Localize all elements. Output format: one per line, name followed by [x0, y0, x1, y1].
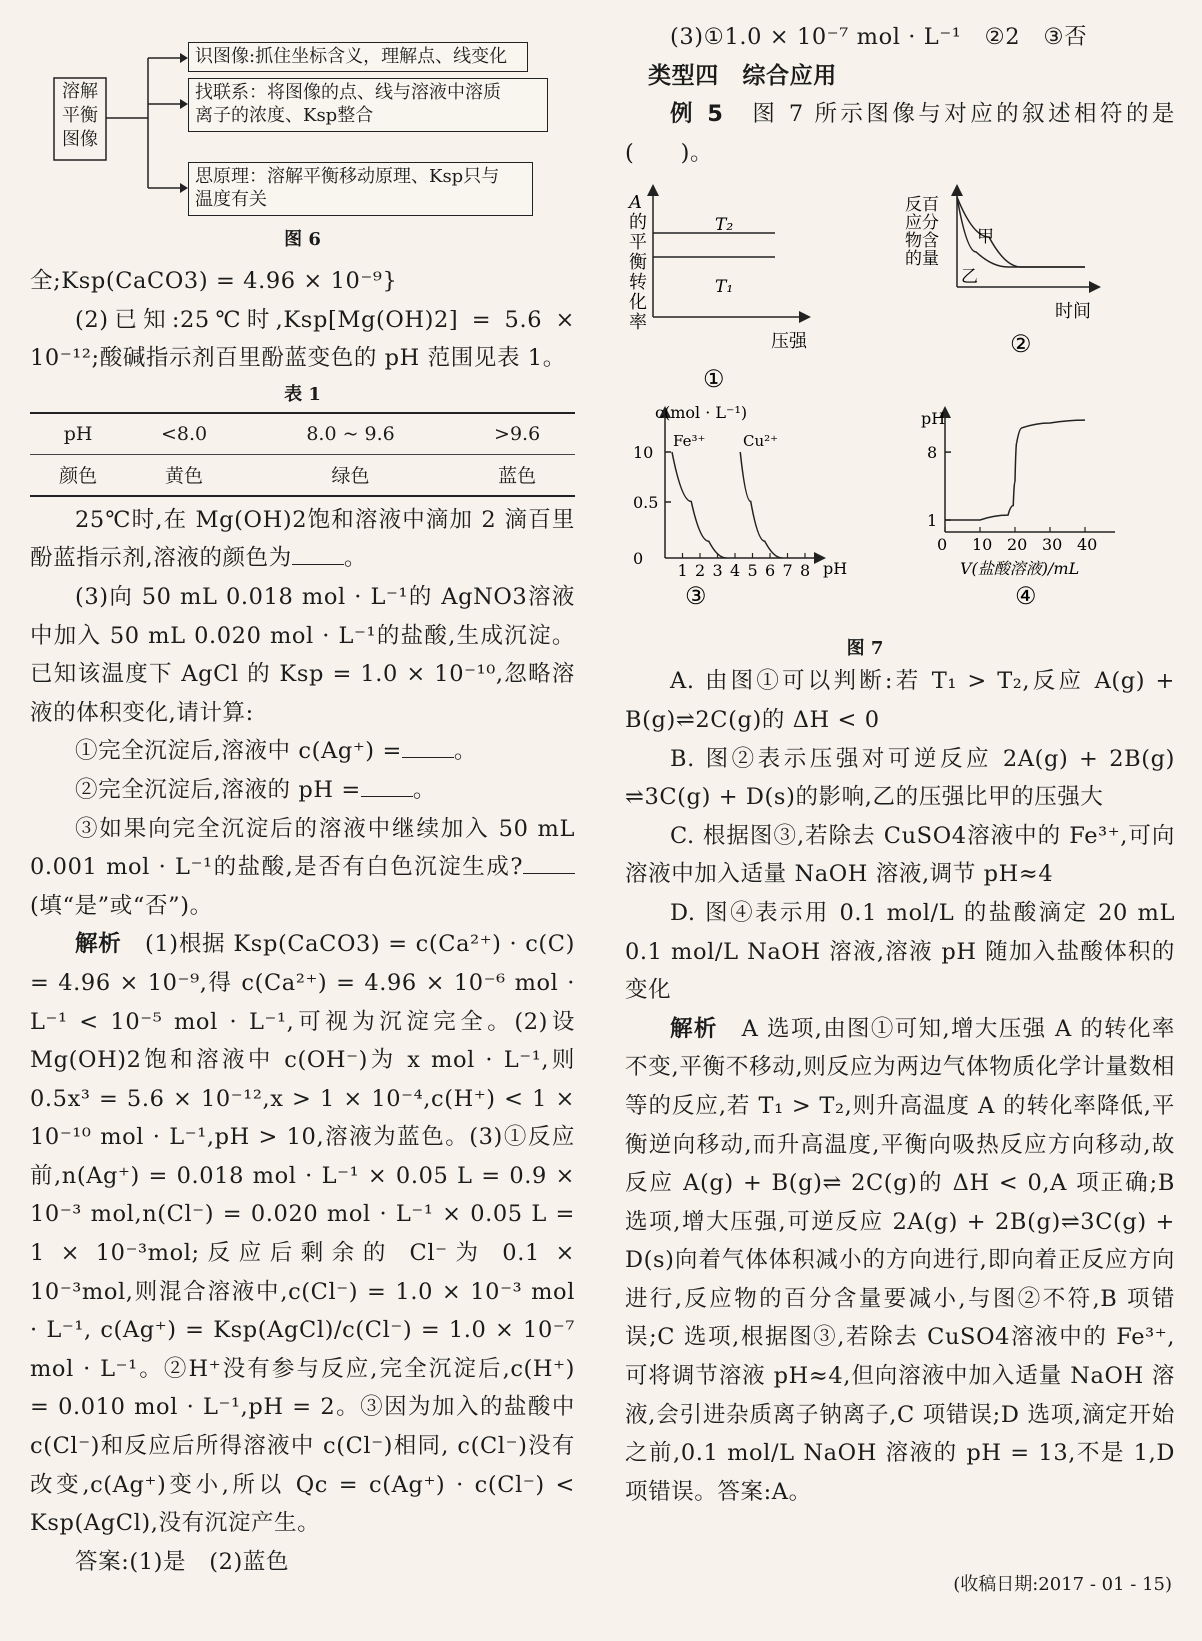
graph-3	[633, 403, 847, 610]
example-5: 例 5 图 7 所示图像与对应的叙述相符的是( )。	[625, 101, 1176, 166]
svg-text:转: 转	[629, 272, 647, 294]
table-cell: 绿色	[242, 454, 459, 496]
svg-text:平: 平	[629, 232, 647, 254]
sub-question-2: ②完全沉淀后,溶液的 pH = 。	[30, 771, 575, 810]
graph-3-ylabel: c(mol · L⁻¹)	[655, 403, 748, 423]
example-label: 例 5	[670, 101, 724, 128]
graph-4-x-ticks	[937, 527, 1097, 554]
x-tick-label: 7	[782, 561, 793, 581]
section-title: 类型四 综合应用	[648, 62, 837, 89]
concept-box-read: 识图像:抓住坐标含义，理解点、线变化	[188, 42, 528, 72]
graph-1-number: ①	[703, 365, 725, 394]
x-tick-label: 2	[695, 561, 706, 581]
series-label-yi: 乙	[961, 267, 978, 288]
svg-text:衡: 衡	[629, 252, 647, 274]
svg-text:化: 化	[629, 292, 647, 314]
x-tick-label: 3	[712, 561, 723, 581]
paragraph-question-3: (3)向 50 mL 0.018 mol · L⁻¹的 AgNO3溶液中加入 50 mL 0.020 mol · L⁻¹的盐酸,生成沉淀。已知该温度下 AgCl 的 Ksp = 1.0 × 10⁻¹⁰,忽略溶液的体积变化,请计算:	[30, 583, 575, 726]
option-d: D. 图④表示用 0.1 mol/L 的盐酸滴定 20 mL 0.1 mol/L NaOH 溶液,溶液 pH 随加入盐酸体积的变化	[625, 899, 1175, 1004]
x-tick-label: 30	[1042, 535, 1063, 555]
concept-box-principle: 思原理：溶解平衡移动原理、Ksp只与 温度有关	[188, 162, 533, 216]
x-tick-label: 8	[800, 561, 811, 581]
answer-blank	[361, 773, 413, 797]
series-curve-fe3	[672, 452, 726, 558]
svg-text:的: 的	[629, 212, 647, 234]
y-tick-label: 10	[633, 443, 654, 463]
table-cell: 颜色	[30, 454, 126, 496]
analysis-paragraph: 解析 (1)根据 Ksp(CaCO3) = c(Ca²⁺) · c(C) = 4.96 × 10⁻⁹,得 c(Ca²⁺) = 4.96 × 10⁻⁶ mol · L⁻¹ < 10⁻⁵ mol · L⁻¹,可视为沉淀完全。(2)设 Mg(OH)2饱和溶液中 c(OH⁻)为 x mol · L⁻¹,则 0.5x³ = 5.6 × 10⁻¹²,x > 1 × 10⁻⁴,c(H⁺) < 1 × 10⁻¹⁰ mol · L⁻¹,pH > 10,溶液为蓝色。(3)①反应前,n(Ag⁺) = 0.018 mol · L⁻¹ × 0.05 L = 0.9 × 10⁻³ mol,n(Cl⁻) = 0.020 mol · L⁻¹ × 0.05 L = 1 × 10⁻³mol;反应后剩余的 Cl⁻为 0.1 × 10⁻³mol,则混合溶液中,c(Cl⁻) = 1.0 × 10⁻³ mol · L⁻¹, c(Ag⁺) = Ksp(AgCl)/c(Cl⁻) = 1.0 × 10⁻⁷ mol · L⁻¹。②H⁺没有参与反应,完全沉淀后,c(H⁺) = 0.010 mol · L⁻¹,pH = 2。③因为加入的盐酸中 c(Cl⁻)和反应后所得溶液中 c(Cl⁻)相同, c(Cl⁻)没有改变,c(Ag⁺)变小,所以 Qc = c(Ag⁺) · c(Cl⁻) < Ksp(AgCl),没有沉淀产生。	[30, 931, 575, 1537]
figure-7-caption: 图 7	[846, 638, 884, 660]
table-1-caption: 表 1	[284, 383, 321, 405]
x-tick-label: 6	[765, 561, 776, 581]
answer-blank	[292, 542, 344, 566]
answer-blank	[523, 851, 575, 875]
figure-7-graphs	[625, 172, 1175, 642]
x-tick-label: 0	[937, 535, 948, 555]
y-tick-label: 0.5	[633, 493, 659, 513]
table-1-color-row	[30, 454, 575, 496]
answer-continued: (3)①1.0 × 10⁻⁷ mol · L⁻¹ ②2 ③否	[670, 24, 1088, 50]
graph-1	[627, 190, 808, 393]
right-column	[625, 0, 1175, 1511]
x-tick-label: 40	[1077, 535, 1098, 555]
figure-6-caption: 图 6	[284, 229, 321, 250]
table-cell: <8.0	[126, 413, 242, 455]
titration-curve	[945, 420, 1085, 520]
graph-4-number: ④	[1015, 582, 1037, 611]
svg-text:的量: 的量	[905, 249, 939, 270]
paragraph-ksp-caco3: 全;Ksp(CaCO3) = 4.96 × 10⁻⁹}	[30, 268, 398, 294]
answer-blank	[402, 735, 454, 759]
analysis-paragraph-2: 解析 A 选项,由图①可知,增大压强 A 的转化率不变,平衡不移动,则反应为两边气体物质化学计量数相等的反应,若 T₁ > T₂,则升高温度 A 的转化率降低,平衡逆向移动,而升高温度,平衡向吸热反应方向移动,故反应 A(g) + B(g)⇌ 2C(g)的 ΔH < 0,A 项正确;B 选项,增大压强,可逆反应 2A(g) + 2B(g)⇌3C(g) + D(s)向着气体体积减小的方向进行,即向着正反应方向进行,反应物的百分含量要减小,与图②不符,B 项错误;C 选项,根据图③,若除去 CuSO4溶液中的 Fe³⁺,可将调节溶液 pH≈4,但向溶液中加入适量 NaOH 溶液,会引进杂质离子钠离子,C 项错误;D 选项,滴定开始之前,0.1 mol/L NaOH 溶液的 pH = 13,不是 1,D 项错误。答案:A。	[625, 1015, 1176, 1505]
figure-7	[625, 172, 1175, 662]
graph-4-ylabel: pH	[921, 409, 946, 429]
series-label-t1: T₁	[715, 277, 734, 298]
series-label-fe3: Fe³⁺	[673, 432, 706, 451]
table-1-header-row	[30, 413, 575, 455]
graph-3-number: ③	[685, 582, 707, 611]
left-body	[30, 262, 575, 1581]
graph-2-xlabel: 时间	[1055, 301, 1091, 323]
table-cell: >9.6	[459, 413, 575, 455]
x-tick-label: 20	[1007, 535, 1028, 555]
concept-box-link: 找联系：将图像的点、线与溶液中溶质 离子的浓度、Ksp整合	[188, 78, 548, 132]
graph-2-number: ②	[1010, 330, 1032, 359]
paragraph-question-2: (2)已知:25℃时,Ksp[Mg(OH)2] = 5.6 × 10⁻¹²;酸碱指示剂百里酚蓝变色的 pH 范围见表 1。	[30, 306, 575, 372]
y-tick-label: 0	[633, 549, 644, 569]
option-c: C. 根据图③,若除去 CuSO4溶液中的 Fe³⁺,可向溶液中加入适量 NaOH 溶液,调节 pH≈4	[625, 822, 1175, 888]
analysis-label-2: 解析	[670, 1015, 718, 1042]
graph-1-xlabel: 压强	[771, 331, 807, 353]
table-cell: 蓝色	[459, 454, 575, 496]
table-cell: pH	[30, 413, 126, 455]
analysis-label: 解析	[75, 931, 122, 958]
series-curve-cu2	[740, 452, 782, 558]
y-tick-label: 1	[927, 511, 938, 531]
table-cell: 8.0 ~ 9.6	[242, 413, 459, 455]
sub-question-3: ③如果向完全沉淀后的溶液中继续加入 50 mL 0.001 mol · L⁻¹的盐酸,是否有白色沉淀生成?(填“是”或“否”)。	[30, 815, 575, 919]
graph-4	[921, 409, 1115, 610]
x-tick-label: 1	[677, 561, 688, 581]
x-tick-label: 4	[730, 561, 741, 581]
graph-1-ylabel	[627, 192, 647, 333]
series-label-jia: 甲	[977, 227, 994, 248]
figure-6	[30, 0, 575, 260]
concept-center: 溶解 平衡 图像	[62, 81, 98, 150]
svg-text:A: A	[629, 192, 642, 214]
series-label-t2: T₂	[715, 215, 734, 236]
graph-3-xlabel: pH	[823, 559, 848, 579]
graph-4-y-ticks	[927, 443, 951, 530]
svg-text:率: 率	[629, 312, 647, 334]
paragraph-color-question: 25℃时,在 Mg(OH)2饱和溶液中滴加 2 滴百里酚蓝指示剂,溶液的颜色为 。	[30, 506, 575, 572]
svg-text:应分: 应分	[905, 213, 939, 234]
table-1	[30, 412, 575, 497]
series-label-cu2: Cu²⁺	[743, 432, 779, 451]
y-tick-label: 8	[927, 443, 938, 463]
graph-2	[905, 190, 1095, 358]
sub-question-1: ①完全沉淀后,溶液中 c(Ag⁺) = 。	[30, 732, 575, 771]
option-b: B. 图②表示压强对可逆反应 2A(g) + 2B(g) ⇌3C(g) + D(s)的影响,乙的压强比甲的压强大	[625, 745, 1175, 811]
svg-text:反百: 反百	[905, 195, 939, 216]
option-a: A. 由图①可以判断:若 T₁ > T₂,反应 A(g) + B(g)⇌2C(g)的 ΔH < 0	[625, 668, 1175, 733]
svg-text:物含: 物含	[905, 231, 939, 252]
x-tick-label: 5	[747, 561, 758, 581]
table-cell: 黄色	[126, 454, 242, 496]
received-date: (收稿日期:2017 - 01 - 15)	[953, 1574, 1172, 1595]
graph-3-x-ticks	[678, 553, 811, 580]
answer-paragraph: 答案:(1)是 (2)蓝色	[75, 1548, 290, 1575]
graph-4-xlabel: V(盐酸溶液)/mL	[960, 559, 1080, 579]
graph-2-ylabel	[905, 195, 939, 269]
x-tick-label: 10	[972, 535, 993, 555]
